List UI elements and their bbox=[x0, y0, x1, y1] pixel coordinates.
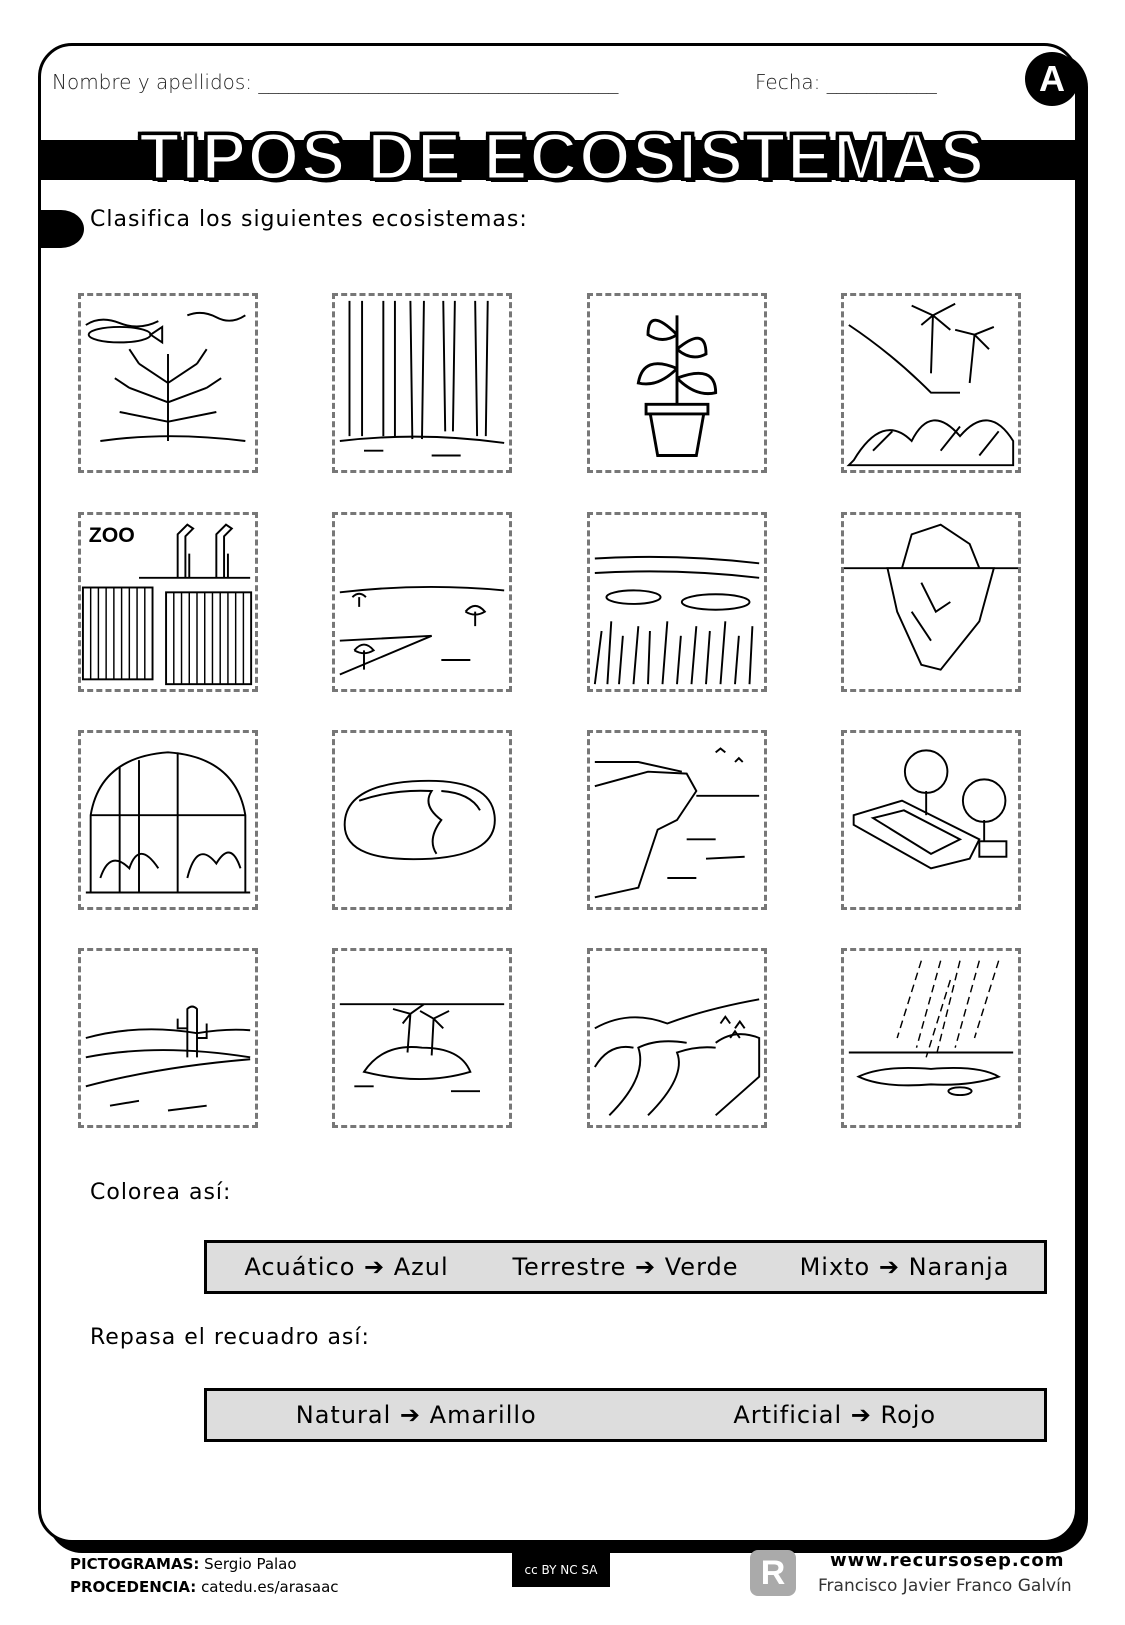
wetland-icon bbox=[590, 515, 764, 689]
source-label: PROCEDENCIA: bbox=[70, 1578, 197, 1596]
pictograms-value: Sergio Palao bbox=[204, 1555, 297, 1573]
river-valley-icon bbox=[590, 951, 764, 1125]
legend-terrestrial: Terrestre ➔ Verde bbox=[512, 1253, 739, 1281]
cell-sea-coral[interactable] bbox=[78, 293, 258, 473]
name-field-label: Nombre y apellidos: ____________________________________ bbox=[52, 70, 619, 94]
cell-zoo[interactable] bbox=[78, 512, 258, 692]
cliff-coast-icon bbox=[590, 733, 764, 907]
cell-cliff-coast[interactable] bbox=[587, 730, 767, 910]
cell-wetland[interactable] bbox=[587, 512, 767, 692]
source-value: catedu.es/arasaac bbox=[201, 1578, 339, 1596]
cell-rain-puddle[interactable] bbox=[841, 948, 1021, 1128]
cell-jungle[interactable] bbox=[841, 293, 1021, 473]
legend-natural: Natural ➔ Amarillo bbox=[295, 1401, 537, 1429]
iceberg-icon bbox=[844, 515, 1018, 689]
park-pond-icon bbox=[844, 733, 1018, 907]
footer-author: Francisco Javier Franco Galvín bbox=[818, 1576, 1072, 1596]
footer-pictograms bbox=[70, 1555, 297, 1573]
legend-aquatic: Acuático ➔ Azul bbox=[244, 1253, 449, 1281]
zoo-icon bbox=[81, 515, 255, 689]
legend-artificial: Artificial ➔ Rojo bbox=[733, 1401, 937, 1429]
cell-park-pond[interactable] bbox=[841, 730, 1021, 910]
legend-mixed: Mixto ➔ Naranja bbox=[799, 1253, 1010, 1281]
cell-savanna[interactable] bbox=[332, 512, 512, 692]
cell-iceberg[interactable] bbox=[841, 512, 1021, 692]
rain-puddle-icon bbox=[844, 951, 1018, 1125]
savanna-icon bbox=[335, 515, 509, 689]
cell-forest[interactable] bbox=[332, 293, 512, 473]
logo-r-icon: R bbox=[750, 1550, 796, 1596]
instruction-classify: Clasifica los siguientes ecosistemas: bbox=[90, 207, 528, 232]
date-field-label: Fecha: ___________ bbox=[755, 70, 937, 94]
page-title: TIPOS DE ECOSISTEMAS bbox=[139, 119, 986, 193]
instruction-trace: Repasa el recuadro así: bbox=[90, 1325, 370, 1350]
cell-river-valley[interactable] bbox=[587, 948, 767, 1128]
cell-potted-plant[interactable] bbox=[587, 293, 767, 473]
footer-website[interactable]: www.recursosep.com bbox=[830, 1550, 1065, 1571]
zoo-label: ZOO bbox=[88, 523, 135, 548]
level-badge: A bbox=[1025, 52, 1079, 106]
bullet-marker bbox=[38, 210, 84, 248]
frame-legend bbox=[204, 1388, 1047, 1442]
greenhouse-icon bbox=[81, 733, 255, 907]
cell-desert[interactable] bbox=[78, 948, 258, 1128]
island-icon bbox=[335, 951, 509, 1125]
coral-reef-icon bbox=[81, 296, 255, 470]
footer-source bbox=[70, 1578, 339, 1596]
cell-bread[interactable] bbox=[332, 730, 512, 910]
forest-icon bbox=[335, 296, 509, 470]
bread-icon bbox=[335, 733, 509, 907]
cell-island[interactable] bbox=[332, 948, 512, 1128]
color-legend bbox=[204, 1240, 1047, 1294]
desert-icon bbox=[81, 951, 255, 1125]
jungle-icon bbox=[844, 296, 1018, 470]
potted-plant-icon bbox=[590, 296, 764, 470]
instruction-color: Colorea así: bbox=[90, 1180, 232, 1205]
cell-greenhouse[interactable] bbox=[78, 730, 258, 910]
cc-license-badge: cc BY NC SA bbox=[512, 1553, 610, 1587]
pictograms-label: PICTOGRAMAS: bbox=[70, 1555, 200, 1573]
